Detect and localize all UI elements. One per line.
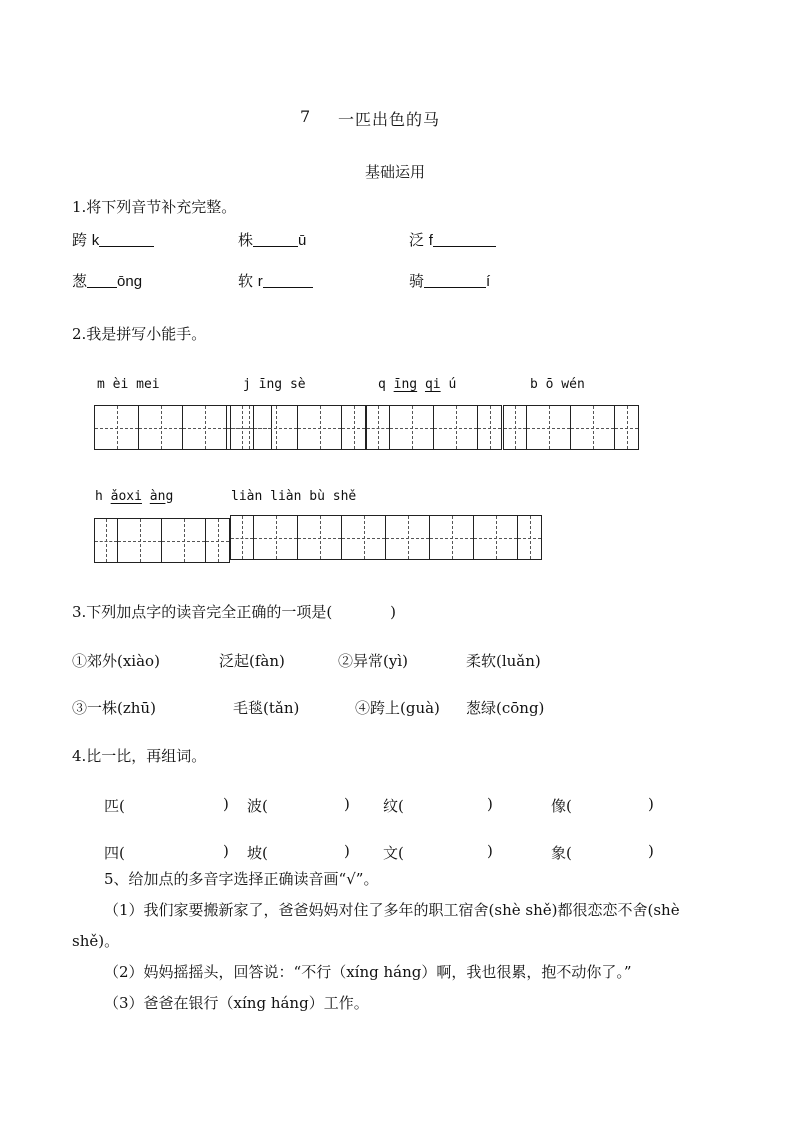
writing-grid[interactable] <box>94 518 230 563</box>
compare-char[interactable]: 四( <box>104 844 125 862</box>
writing-grid[interactable] <box>230 515 542 560</box>
q1-item-4: 葱 ōng <box>72 272 143 290</box>
q1-item-6: 骑 í <box>409 272 491 290</box>
answer-blank[interactable] <box>99 232 154 247</box>
writing-grid[interactable] <box>230 405 366 450</box>
writing-grid[interactable] <box>503 405 639 450</box>
pinyin-label: h ǎoxi àng <box>95 489 174 504</box>
q1-item-3: 泛 f <box>409 229 496 250</box>
q4-title: 4.比一比，再组词。 <box>72 747 207 765</box>
q5-sentence-1-cont: shě)。 <box>72 932 120 950</box>
q1-title: 1.将下列音节补充完整。 <box>72 198 237 216</box>
answer-blank[interactable] <box>433 232 496 247</box>
answer-blank[interactable] <box>253 232 298 247</box>
pinyin-label: q īng qi ú <box>378 377 457 392</box>
pinyin-label: j īng sè <box>243 377 306 392</box>
q3-option: 葱绿(cōng) <box>466 699 545 717</box>
compare-close: ) <box>487 795 493 813</box>
lesson-title: 一匹出色的马 <box>338 110 441 129</box>
q3-option[interactable]: ①郊外(xiào) <box>72 652 160 670</box>
q2-title: 2.我是拼写小能手。 <box>72 325 207 343</box>
pinyin-label: liàn liàn bù shě <box>231 489 357 504</box>
compare-close: ) <box>487 842 493 860</box>
section-title: 基础运用 <box>365 163 426 181</box>
q3-option: 柔软(luǎn) <box>466 652 541 670</box>
q5-sentence-2: （2）妈妈摇摇头，回答说：“不行（xíng háng）啊，我也很累，抱不动你了。” <box>104 963 632 981</box>
compare-close: ) <box>344 795 350 813</box>
q3-title: 3.下列加点字的读音完全正确的一项是( ) <box>72 603 397 621</box>
compare-char[interactable]: 像( <box>551 797 572 815</box>
pinyin-label: m èi mei <box>97 377 160 392</box>
q5-sentence-1: （1）我们家要搬新家了，爸爸妈妈对住了多年的职工宿舍(shè shě)都很恋恋不舍(shè <box>104 901 680 919</box>
answer-blank[interactable] <box>263 273 313 288</box>
compare-close: ) <box>344 842 350 860</box>
pinyin-label: b ō wén <box>530 377 585 392</box>
q1-item-2: 株 ū <box>238 231 307 249</box>
q1-item-1: 跨 k <box>72 229 154 250</box>
answer-blank[interactable] <box>87 273 117 288</box>
q3-option: 毛毯(tǎn) <box>233 699 300 717</box>
compare-close: ) <box>223 795 229 813</box>
answer-blank[interactable] <box>424 273 486 288</box>
compare-char[interactable]: 波( <box>247 797 268 815</box>
q3-option[interactable]: ④跨上(guà) <box>355 699 440 717</box>
compare-char[interactable]: 坡( <box>247 844 268 862</box>
compare-close: ) <box>223 842 229 860</box>
compare-char[interactable]: 纹( <box>383 797 404 815</box>
q3-option[interactable]: ②异常(yì) <box>338 652 408 670</box>
lesson-number: 7 <box>300 107 312 126</box>
compare-char[interactable]: 象( <box>551 844 572 862</box>
q5-sentence-3: （3）爸爸在银行（xíng háng）工作。 <box>104 994 369 1012</box>
compare-close: ) <box>648 795 654 813</box>
compare-close: ) <box>648 842 654 860</box>
q3-option[interactable]: ③一株(zhū) <box>72 699 156 717</box>
writing-grid[interactable] <box>366 405 502 450</box>
q1-item-5: 软 r <box>238 270 313 291</box>
compare-char[interactable]: 文( <box>383 844 404 862</box>
q5-title: 5、给加点的多音字选择正确读音画“√”。 <box>104 870 379 888</box>
compare-char[interactable]: 匹( <box>104 797 125 815</box>
q3-option: 泛起(fàn) <box>219 652 285 670</box>
